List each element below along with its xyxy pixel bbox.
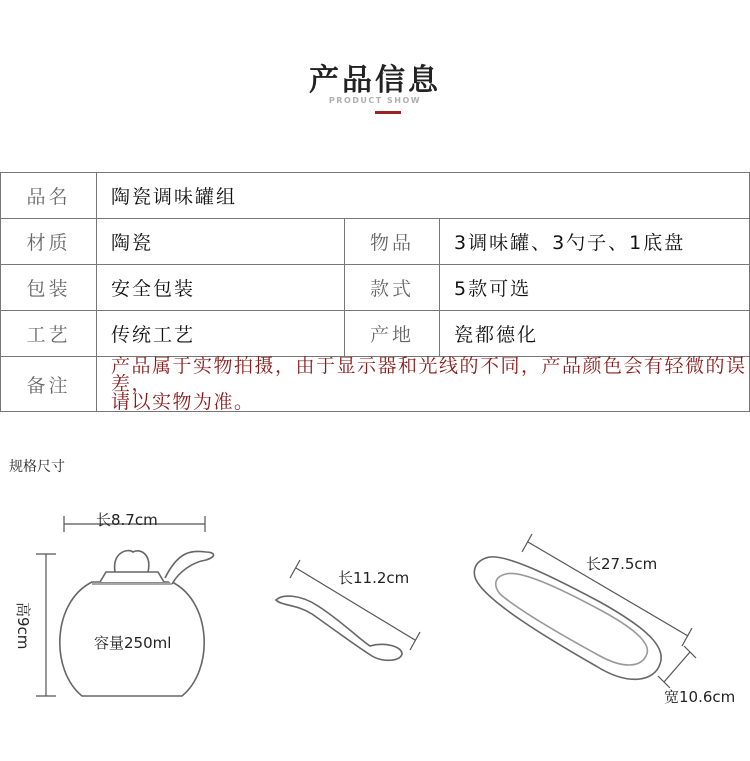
label-style: 款式 xyxy=(345,265,440,311)
value-material: 陶瓷 xyxy=(97,219,345,265)
label-note: 备注 xyxy=(1,357,97,412)
value-items: 3调味罐、3勺子、1底盘 xyxy=(440,219,750,265)
plate-length-label: 长27.5cm xyxy=(586,555,658,573)
jar-length-label: 长8.7cm xyxy=(96,511,158,529)
page-subtitle: PRODUCT SHOW xyxy=(328,96,422,105)
note-line-2: 请以实物为准。 xyxy=(111,391,255,413)
note-line-1: 产品属于实物拍摄，由于显示器和光线的不同，产品颜色会有轻微的误差， xyxy=(111,355,747,395)
table-row xyxy=(1,219,750,265)
plate-width-label: 宽10.6cm xyxy=(664,688,736,706)
value-origin: 瓷都德化 xyxy=(440,311,750,357)
value-note xyxy=(97,357,750,412)
label-material: 材质 xyxy=(1,219,97,265)
page-title: 产品信息 xyxy=(309,63,441,98)
plate-illustration xyxy=(474,557,661,679)
label-name: 品名 xyxy=(1,173,97,219)
table-row xyxy=(1,357,750,412)
value-craft: 传统工艺 xyxy=(97,311,345,357)
table-row xyxy=(1,173,750,219)
value-packaging: 安全包装 xyxy=(97,265,345,311)
plate-width-dimension-line xyxy=(664,652,690,682)
label-items: 物品 xyxy=(345,219,440,265)
spoon-illustration xyxy=(276,596,402,660)
spoon-length-label: 长11.2cm xyxy=(338,569,410,587)
jar-capacity-label: 容量250ml xyxy=(94,634,172,652)
product-info-table xyxy=(0,172,750,412)
table-row xyxy=(1,265,750,311)
label-craft: 工艺 xyxy=(1,311,97,357)
jar-illustration xyxy=(60,551,214,696)
title-accent-bar xyxy=(375,111,401,114)
size-diagram xyxy=(0,490,750,730)
spec-section-title: 规格尺寸 xyxy=(9,459,65,475)
table-row xyxy=(1,311,750,357)
value-name: 陶瓷调味罐组 xyxy=(97,173,750,219)
label-origin: 产地 xyxy=(345,311,440,357)
label-packaging: 包装 xyxy=(1,265,97,311)
value-style: 5款可选 xyxy=(440,265,750,311)
jar-height-label: 高9cm xyxy=(14,602,32,650)
